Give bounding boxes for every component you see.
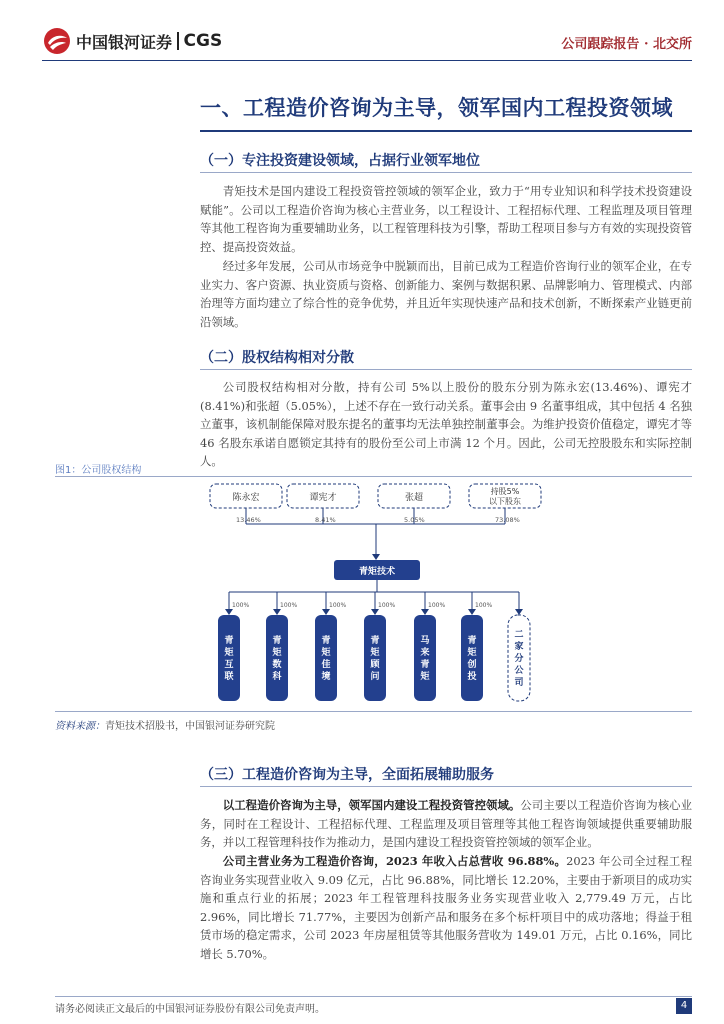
chapter-divider bbox=[200, 130, 692, 132]
section2-paragraph-1: 公司股权结构相对分散，持有公司 5%以上股份的股东分别为陈永宏(13.46%)、谭宪才(8.41%)和张超（5.05%），上述不存在一致行动关系。董事会由 9 名董事组成，其中包括 4 名独立董事，该机制能保障对股东提名的董事均无法单独控制董事会。为维护投资价值稳定，谭宪才等 46 名股东承诺自愿锁定其持有的股份至公司上市满 12 个月。因此，公司无控股股东和实际控制人。 bbox=[200, 380, 692, 469]
section1-paragraph-1: 青矩技术是国内建设工程投资管控领域的领军企业，致力于“用专业知识和科学技术投资建设赋能”。公司以工程造价咨询为核心主营业务，以工程设计、工程招标代理、工程监理及项目管理等其他工程咨询为重要辅助业务，以工程管理科技为引擎，帮助工程项目参与方有效的实现投资管控、提高投资效益。 bbox=[200, 184, 692, 254]
shareholder-name-1: 陈永宏 bbox=[232, 493, 260, 503]
figure-source-text: 青矩技术招股书，中国银河证券研究院 bbox=[105, 721, 275, 732]
section2-divider bbox=[200, 369, 692, 370]
brand-name-en: CGS bbox=[183, 31, 223, 51]
shareholder-name-4-line2: 以下股东 bbox=[489, 497, 521, 506]
shareholder-pct-3: 5.05% bbox=[404, 516, 425, 524]
section3-paragraph-2 bbox=[200, 852, 692, 964]
subsidiary-box-4 bbox=[364, 615, 386, 701]
subsidiary-name-7: 二家分公司 bbox=[514, 630, 524, 688]
subsidiary-name-1: 青矩互联 bbox=[224, 636, 234, 682]
section3-paragraph-1 bbox=[200, 796, 692, 852]
section1-title: （一）专注投资建设领域，占据行业领军地位 bbox=[200, 153, 480, 169]
subsidiary-box-6 bbox=[461, 615, 483, 701]
subsidiary-box-5 bbox=[414, 615, 436, 701]
subsidiary-name-3: 青矩佳境 bbox=[321, 636, 331, 682]
figure-source bbox=[55, 717, 275, 732]
subsidiary-boxes bbox=[218, 615, 530, 701]
brand-divider bbox=[177, 32, 179, 50]
shareholder-pct-4: 73.08% bbox=[495, 516, 520, 524]
subsidiary-box-3 bbox=[315, 615, 337, 701]
subsidiary-pct-2: 100% bbox=[280, 602, 298, 609]
cgs-logo-icon bbox=[42, 26, 72, 56]
figure-title: 图1：公司股权结构 bbox=[55, 465, 142, 476]
subsidiary-arrows bbox=[225, 609, 523, 615]
section3-divider bbox=[200, 786, 692, 787]
shareholder-pct-1: 13.46% bbox=[236, 516, 261, 524]
figure-bottom-rule bbox=[55, 711, 692, 712]
figure-top-rule bbox=[55, 476, 692, 477]
report-type: 公司跟踪报告 · 北交所 bbox=[561, 37, 692, 52]
subsidiary-box-1 bbox=[218, 615, 240, 701]
shareholder-name-3: 张超 bbox=[404, 493, 424, 503]
subsidiary-pct-3: 100% bbox=[329, 602, 347, 609]
subsidiary-pct-4: 100% bbox=[378, 602, 396, 609]
footer-divider bbox=[55, 996, 692, 997]
subsidiary-name-5: 马来青矩 bbox=[420, 636, 430, 682]
brand-name-cn: 中国银河证券 bbox=[76, 32, 173, 52]
chapter-title: 一、工程造价咨询为主导，领军国内工程投资领域 bbox=[200, 95, 673, 120]
section3-paragraph-2-body: 2023 年公司全过程工程咨询业务实现营业收入 9.09 亿元，占比 96.88%，同比增长 12.20%，主要由于新项目的成功实施和重点行业的拓展；2023 年工程管理科技服务业务实现营业收入 2,779.49 万元，占比 2.96%，同比增长 71.77%，主要因为创新产品和服务在多个标杆项目中的成功落地；得益于租赁市场的稳定需求，公司 2023 年房屋租赁等其他服务营收为 149.01 万元，占比 0.16%，同比增长 5.70%。 bbox=[200, 854, 692, 961]
section2-title: （二）股权结构相对分散 bbox=[200, 350, 354, 366]
subsidiary-pct-1: 100% bbox=[232, 602, 250, 609]
shareholder-name-4-line1: 持股5% bbox=[490, 487, 520, 496]
header-divider bbox=[42, 60, 692, 61]
subsidiary-name-4: 青矩顾问 bbox=[370, 636, 380, 682]
subsidiary-pct-6: 100% bbox=[475, 602, 493, 609]
arrow-to-company bbox=[372, 554, 380, 560]
shareholder-connectors bbox=[246, 508, 505, 558]
section3-paragraph-1-body: 公司主要以工程造价咨询为核心业务，同时在工程设计、工程招标代理、工程监理及项目管理等其他工程咨询领域提供重要辅助服务，并以工程管理科技作为推动力，是国内建设工程投资管控领域的领军企业。 bbox=[200, 798, 692, 850]
equity-structure-diagram bbox=[190, 478, 560, 710]
section3-paragraph-1-lead: 以工程造价咨询为主导，领军国内建设工程投资管控领域。 bbox=[222, 798, 521, 812]
footer-disclaimer: 请务必阅读正文最后的中国银河证券股份有限公司免责声明。 bbox=[55, 1004, 325, 1015]
brand-logo bbox=[42, 26, 222, 56]
page-number: 4 bbox=[676, 998, 692, 1014]
company-name: 青矩技术 bbox=[358, 567, 396, 577]
section1-divider bbox=[200, 172, 692, 173]
section1-paragraph-2: 经过多年发展，公司从市场竞争中脱颖而出，目前已成为工程造价咨询行业的领军企业，在专业实力、客户资源、执业资质与资格、创新能力、案例与数据积累、品牌影响力、管理模式、内部治理等方面均建立了综合性的竞争优势，并且近年实现快速产品和技术创新，不断探索产业链更前沿领域。 bbox=[200, 259, 692, 329]
figure-source-label: 资料来源： bbox=[55, 721, 105, 732]
shareholder-pct-2: 8.41% bbox=[315, 516, 336, 524]
subsidiary-pct-5: 100% bbox=[428, 602, 446, 609]
subsidiary-box-2 bbox=[266, 615, 288, 701]
shareholder-name-2: 谭宪才 bbox=[309, 493, 337, 503]
subsidiary-name-2: 青矩数科 bbox=[272, 636, 282, 682]
section3-paragraph-2-lead: 公司主营业务为工程造价咨询，2023 年收入占总营收 96.88%。 bbox=[222, 854, 567, 868]
subsidiary-name-6: 青矩创投 bbox=[467, 636, 477, 682]
section3-title: （三）工程造价咨询为主导，全面拓展辅助服务 bbox=[200, 767, 494, 783]
